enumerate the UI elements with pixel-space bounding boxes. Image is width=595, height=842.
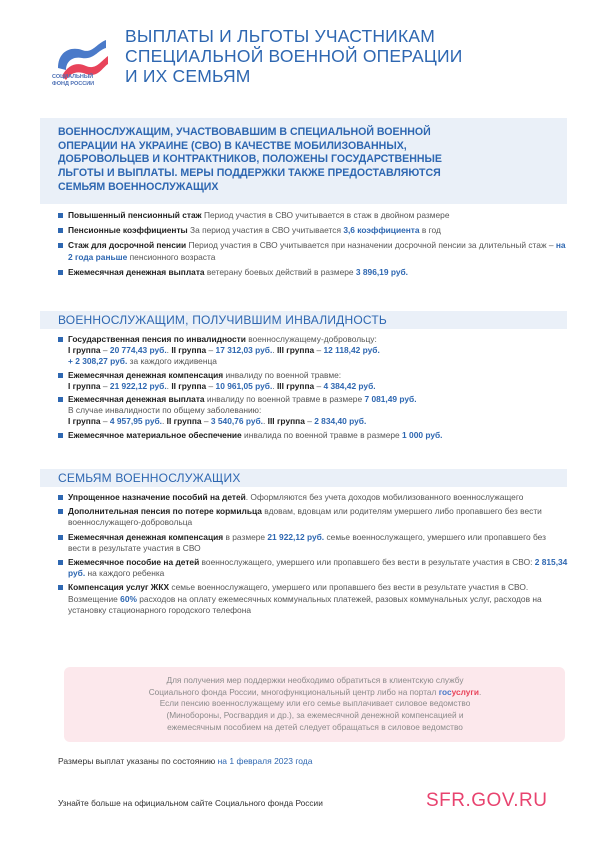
notice-line [76,687,554,699]
group-value: 2 834,40 руб. [314,416,367,427]
item-text: военнослужащего, умершего или пропавшего без вести в результате участия в СВО: [199,557,535,568]
notice-text [76,675,554,734]
item-title: Ежемесячное материальное обеспечение [68,429,242,440]
item-text: В случае инвалидности по общему заболеванию: [68,405,262,416]
group-value: 17 312,03 руб. [215,345,273,356]
list-item [58,532,568,554]
group-value: 21 922,12 руб. [109,380,167,391]
item-highlight: 3,6 коэффициента [343,225,420,236]
item-text: семье военнослужащего, умершего или пропавшего без вести в результате участия в СВО [68,531,546,553]
site-link[interactable]: SFR.GOV.RU [426,790,548,811]
section-heading [40,469,567,487]
item-text: на каждого ребенка [85,568,165,579]
group-value: 20 774,43 руб. [109,345,167,356]
logo-caption-line: ФОНД РОССИИ [52,80,95,87]
notice-line: Для получения мер поддержки необходимо обратиться в клиентскую службу [166,675,464,685]
item-text: в год [419,225,441,236]
list-item [58,210,568,221]
title-line: СПЕЦИАЛЬНОЙ ВОЕННОЙ ОПЕРАЦИИ [125,46,463,66]
group-label: III группа [276,345,315,356]
notice-text-part: Социального фонда России, многофункциональный центр либо на портал [148,686,439,697]
page-title [125,26,463,86]
as-of-text: Размеры выплат указаны по состоянию [58,756,218,766]
item-title: Государственная пенсия по инвалидности [68,334,246,344]
intro-line: ВОЕННОСЛУЖАЩИМ, УЧАСТВОВАВШИМ В СПЕЦИАЛЬНОЙ ВОЕННОЙ [58,126,431,138]
section-heading [40,311,567,329]
group-label: III группа [267,416,305,427]
item-title: Ежемесячная денежная компенсация [68,369,224,380]
item-text: военнослужащему-добровольцу: [245,334,377,344]
item-text: инвалида по военной травме в размере [241,429,403,440]
item-text: семье военнослужащего, умершего или пропавшего без вести в результате участия в СВО. Возмещение [68,582,529,604]
group-label: I группа [68,416,101,427]
footer-text: Узнайте больше на официальном сайте Социального фонда России [58,798,323,808]
item-highlight: 60% [120,593,137,604]
header [52,22,552,102]
item-highlight: 21 922,12 руб. [267,531,325,542]
list-item [58,557,568,579]
item-title: Стаж для досрочной пенсии [68,240,187,251]
notice-line: Если пенсию военнослужащему или его семье выплачивает силовое ведомство [159,698,471,709]
item-highlight: 1 000 руб. [402,429,443,440]
list-item: Ежемесячная денежная компенсация инвалиду по военной травме: I группа – 21 922,12 руб.. II группа – 10 961,05 руб.. III группа – 4 384,42 руб. [58,370,568,392]
group-label: II группа [171,380,207,391]
group-value: 4 384,42 руб. [323,380,376,391]
item-title: Ежемесячная денежная компенсация [68,531,224,542]
item-highlight: 2 815,34 руб. [68,557,568,579]
item-text: вдовам, вдовцам или родителям умершего либо пропавшего без вести военнослужащего-добровольца [68,506,542,528]
section-heading-text: ВОЕННОСЛУЖАЩИМ, ПОЛУЧИВШИМ ИНВАЛИДНОСТЬ [58,313,387,327]
benefits-list [58,210,568,278]
group-value: 10 961,05 руб. [215,380,273,391]
notice-text-part: . [478,686,482,697]
notice-line: ежемесячным пособием на детей следует обращаться в силовое ведомство [167,721,463,732]
item-text: расходов на оплату ежемесячных коммунальных платежей, разовых коммунальных услуг, расходов на установку стационарного городского телефона [68,593,542,615]
item-title: Ежемесячное пособие на детей [68,557,200,568]
item-text: . Оформляются без учета доходов мобилизованного военнослужащего [245,492,524,502]
item-highlight: 3 896,19 руб. [355,266,408,277]
group-label: II группа [166,416,202,427]
list-item [58,582,568,616]
group-value: 4 957,95 руб. [109,416,162,427]
item-text: За период участия в СВО учитывается [187,225,344,236]
group-value: 3 540,76 руб. [210,416,263,427]
item-title: Ежемесячная денежная выплата [68,266,205,277]
list-item [58,492,568,503]
notice-line: (Минобороны, Росгвардия и др.), за ежемесячной денежной компенсацией и [166,710,464,721]
title-line: И ИХ СЕМЬЯМ [125,66,251,86]
family-list [58,492,568,616]
item-text: инвалиду по военной травме в размере [204,394,365,405]
list-item [58,267,568,278]
intro-text [58,126,538,195]
intro-line: ЛЬГОТЫ И ВЫПЛАТЫ. МЕРЫ ПОДДЕРЖКИ ТАКЖЕ ПРЕДОСТАВЛЯЮТСЯ [58,167,441,180]
as-of-date: на 1 февраля 2023 года [217,756,313,766]
item-text: Период участия в СВО учитывается при назначении досрочной пенсии за длительный стаж – [186,240,556,251]
item-title: Ежемесячная денежная выплата [68,394,205,405]
group-label: III группа [276,380,315,391]
item-highlight: на 2 года раньше [68,240,566,262]
group-label: I группа [68,345,101,356]
list-item [58,506,568,528]
group-label: I группа [68,380,101,391]
gosuslugi-link-part[interactable]: гос [438,686,452,697]
as-of-note [58,756,312,766]
gosuslugi-link-part[interactable]: услуги [451,686,479,697]
item-text: пенсионного возраста [127,251,216,262]
title-line: ВЫПЛАТЫ И ЛЬГОТЫ УЧАСТНИКАМ [125,26,436,46]
disability-list [58,334,568,441]
intro-line: ОПЕРАЦИИ НА УКРАИНЕ (СВО) В КАЧЕСТВЕ МОБИЛИЗОВАННЫХ, [58,139,407,152]
item-title: Упрощенное назначение пособий на детей [68,492,246,502]
list-item [58,240,568,262]
intro-line: ДОБРОВОЛЬЦЕВ И КОНТРАКТНИКОВ, ПОЛОЖЕНЫ ГОСУДАРСТВЕННЫЕ [58,153,442,166]
list-item: Ежемесячная денежная выплата инвалиду по военной травме в размере 7 081,49 руб. В случае инвалидности по общему заболеванию: I группа – 4 957,95 руб.. II группа – 3 540,76 руб.. III группа – 2 834,40 руб. [58,394,568,428]
logo-caption-line: СОЦИАЛЬНЫЙ [52,74,94,80]
group-value: 12 118,42 руб. [323,345,380,356]
list-item [58,430,568,441]
item-text: инвалиду по военной травме: [223,369,342,380]
item-text: Период участия в СВО учитывается в стаж в двойном размере [201,210,450,220]
list-item: Государственная пенсия по инвалидности военнослужащему-добровольцу: I группа – 20 774,43 руб.. II группа – 17 312,03 руб.. III группа – 12 118,42 руб. + 2 308,27 руб. за каждого иждивенца [58,334,568,368]
item-title: Повышенный пенсионный стаж [68,210,202,220]
item-text: в размере [223,531,268,542]
item-text: за каждого иждивенца [127,356,217,367]
item-title: Пенсионные коэффициенты [68,225,188,236]
list-item [58,225,568,236]
dependent-value: + 2 308,27 руб. [68,356,128,367]
item-title: Компенсация услуг ЖКХ [68,582,170,593]
group-label: II группа [171,345,207,356]
logo-caption [52,74,122,87]
section-heading-text: СЕМЬЯМ ВОЕННОСЛУЖАЩИХ [58,471,241,485]
intro-line: СЕМЬЯМ ВОЕННОСЛУЖАЩИХ [58,180,219,193]
item-highlight: 7 081,49 руб. [364,394,417,405]
item-text: ветерану боевых действий в размере [204,266,356,277]
item-title: Дополнительная пенсия по потере кормильца [68,506,262,517]
